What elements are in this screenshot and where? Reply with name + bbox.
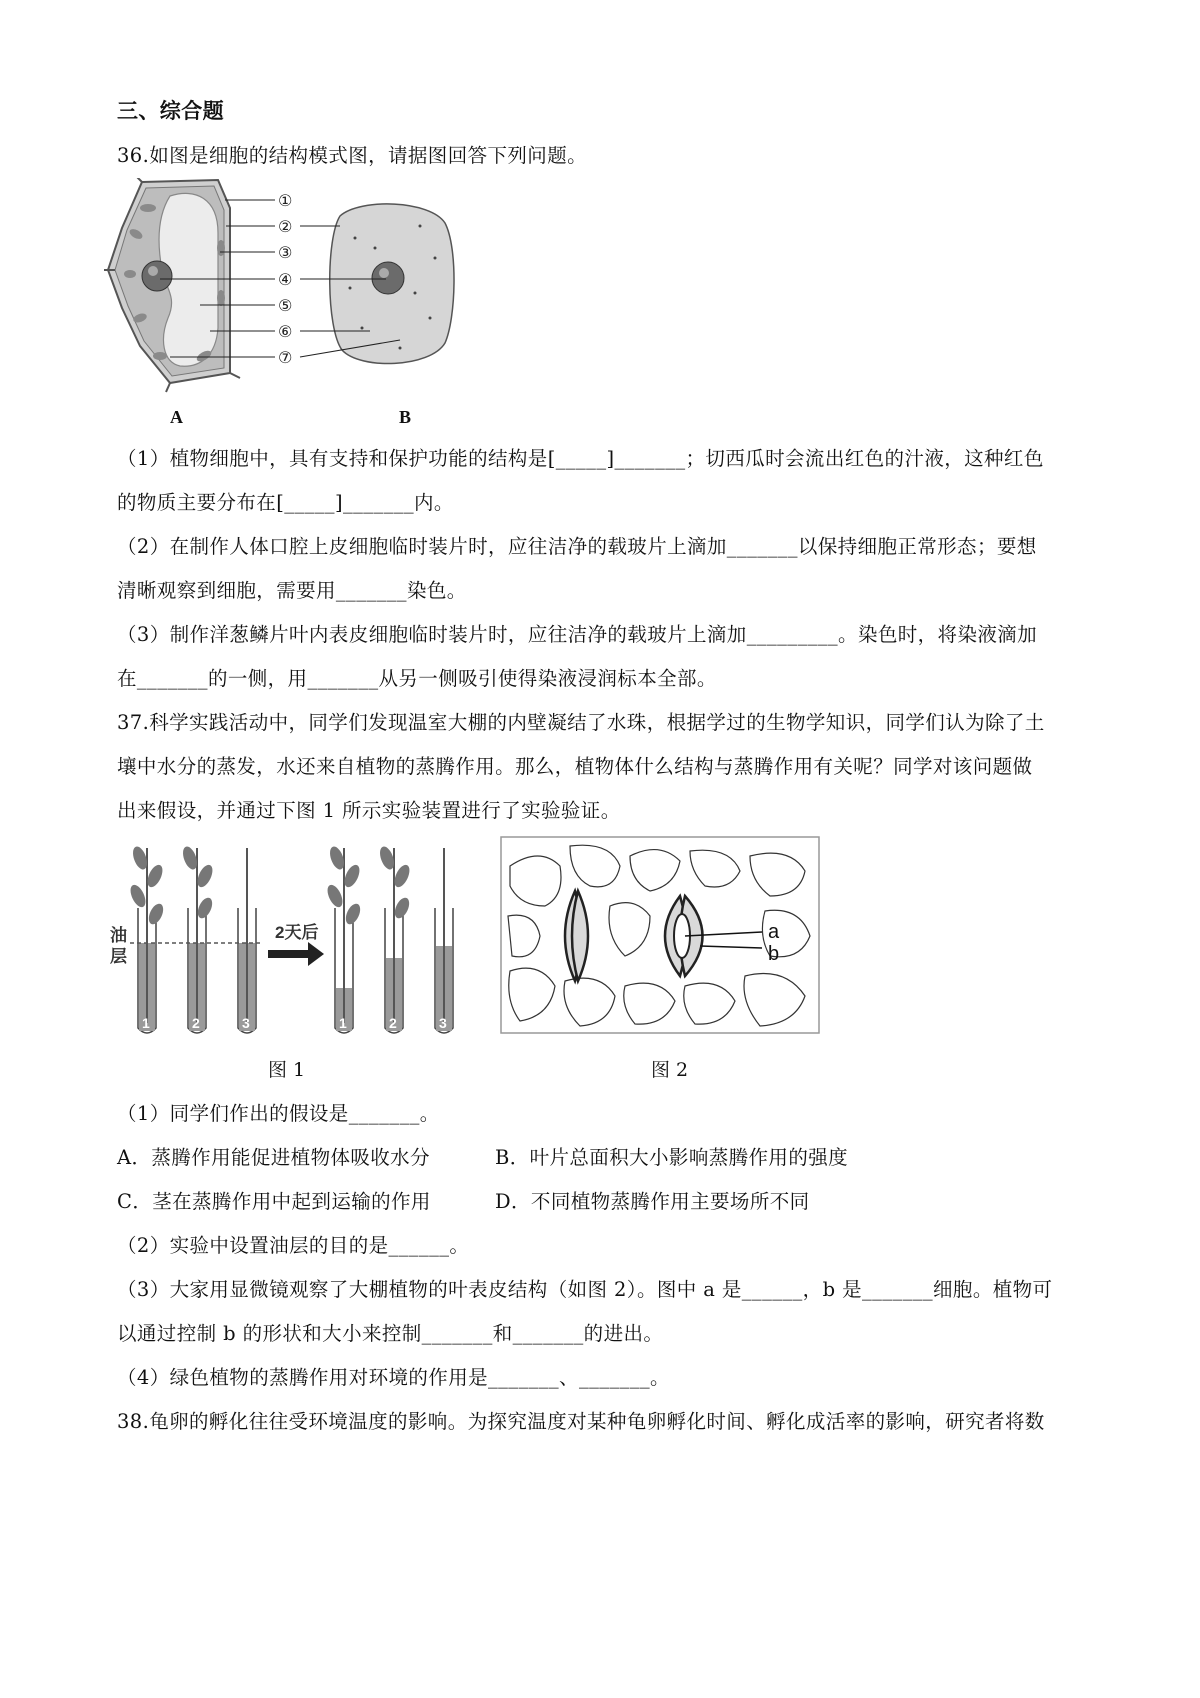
tube-number-2: 2 xyxy=(192,1015,200,1031)
q36-part2-line2: 清晰观察到细胞，需要用_______染色。 xyxy=(117,579,467,602)
fig2-label-b: b xyxy=(768,943,780,965)
oil-label-1: 油 xyxy=(110,926,127,945)
q37-part3-line1: （3）大家用显微镜观察了大棚植物的叶表皮结构（如图 2）。图中 a 是______，b 是_______细胞。植物可 xyxy=(117,1278,1053,1301)
label-4: ④ xyxy=(278,270,293,289)
q37-stem-line3: 出来假设，并通过下图 1 所示实验装置进行了实验验证。 xyxy=(117,799,621,822)
cell-structure-figure xyxy=(100,178,480,438)
q38-stem-line1: 38.龟卵的孵化往往受环境温度的影响。为探究温度对某种龟卵孵化时间、孵化成活率的影响，研究者将数 xyxy=(117,1410,1045,1433)
q36-part1-line1: （1）植物细胞中，具有支持和保护功能的结构是[_____]_______；切西瓜时会流出红色的汁液，这种红色 xyxy=(117,447,1044,470)
label-1: ① xyxy=(278,191,293,210)
figure-label-b: B xyxy=(399,407,412,427)
figure-label-a: A xyxy=(170,407,183,427)
section-title: 三、综合题 xyxy=(117,99,224,123)
option-c: C．茎在蒸腾作用中起到运输的作用 xyxy=(117,1190,431,1213)
tube-number-2-after: 2 xyxy=(389,1015,397,1031)
label-5: ⑤ xyxy=(278,296,293,315)
figure-1-caption: 图 1 xyxy=(268,1059,306,1081)
q36-part3-line1: （3）制作洋葱鳞片叶内表皮细胞临时装片时，应往洁净的载玻片上滴加_________。染色时，将染液滴加 xyxy=(117,623,1038,646)
plant-cell-a xyxy=(104,178,240,392)
option-b: B．叶片总面积大小影响蒸腾作用的强度 xyxy=(495,1146,849,1169)
figure-2 xyxy=(500,836,820,1034)
figure-2-caption: 图 2 xyxy=(651,1059,689,1081)
tube-number-3: 3 xyxy=(242,1015,250,1031)
label-2: ② xyxy=(278,217,293,236)
cell-diagram xyxy=(100,178,480,438)
q36-part2-line1: （2）在制作人体口腔上皮细胞临时装片时，应往洁净的载玻片上滴加_______以保持细胞正常形态；要想 xyxy=(117,535,1037,558)
arrow-label: 2天后 xyxy=(275,923,319,942)
oil-label-2: 层 xyxy=(110,947,127,966)
label-3: ③ xyxy=(278,243,293,262)
q37-part3-line2: 以通过控制 b 的形状和大小来控制_______和_______的进出。 xyxy=(117,1322,664,1345)
label-6: ⑥ xyxy=(278,322,293,341)
option-d: D．不同植物蒸腾作用主要场所不同 xyxy=(495,1190,810,1213)
label-7: ⑦ xyxy=(278,348,293,367)
q37-part1: （1）同学们作出的假设是_______。 xyxy=(117,1102,440,1125)
q37-stem-line1: 37.科学实践活动中，同学们发现温室大棚的内壁凝结了水珠，根据学过的生物学知识，同学们认为除了土 xyxy=(117,711,1045,734)
option-a: A．蒸腾作用能促进植物体吸收水分 xyxy=(117,1146,430,1169)
tube-number-1: 1 xyxy=(142,1015,150,1031)
arrow-icon xyxy=(268,942,324,966)
q37-part4: （4）绿色植物的蒸腾作用对环境的作用是_______、_______。 xyxy=(117,1366,670,1389)
animal-cell-b xyxy=(330,204,454,364)
q36-part1-line2: 的物质主要分布在[_____]_______内。 xyxy=(117,491,454,514)
fig2-label-a: a xyxy=(768,921,780,943)
q36-stem: 36.如图是细胞的结构模式图，请据图回答下列问题。 xyxy=(117,144,588,167)
figure-1 xyxy=(110,838,455,1048)
q37-part2: （2）实验中设置油层的目的是______。 xyxy=(117,1234,470,1257)
tube-number-1-after: 1 xyxy=(339,1015,347,1031)
tube-number-3-after: 3 xyxy=(439,1015,447,1031)
q36-part3-line2: 在_______的一侧，用_______从另一侧吸引使得染液浸润标本全部。 xyxy=(117,667,717,690)
q37-stem-line2: 壤中水分的蒸发，水还来自植物的蒸腾作用。那么，植物体什么结构与蒸腾作用有关呢？同学对该问题做 xyxy=(117,755,1033,778)
